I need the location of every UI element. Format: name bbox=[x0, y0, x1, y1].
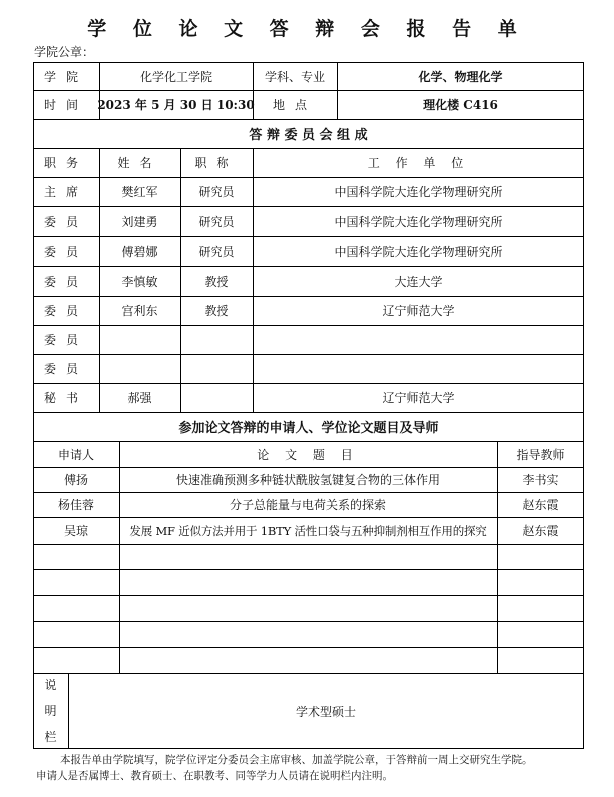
committee-unit: 辽宁师范大学 bbox=[382, 391, 455, 405]
committee-header-role: 职务 bbox=[43, 156, 88, 170]
committee-unit: 中国科学院大连化学物理研究所 bbox=[334, 185, 503, 199]
committee-title: 研究员 bbox=[198, 214, 235, 229]
rule bbox=[33, 569, 584, 570]
remarks-value: 学术型硕士 bbox=[295, 704, 356, 719]
remarks-label bbox=[33, 673, 68, 749]
applicants-header-name: 申请人 bbox=[57, 447, 94, 462]
committee-name: 刘建勇 bbox=[121, 214, 158, 229]
major-label: 学科、专业 bbox=[264, 69, 325, 84]
remarks-label-char: 栏 bbox=[44, 730, 57, 744]
committee-name: 宫利东 bbox=[121, 304, 158, 318]
committee-role: 秘书 bbox=[43, 391, 88, 405]
committee-title: 研究员 bbox=[198, 244, 235, 259]
college-value: 化学化工学院 bbox=[139, 69, 212, 84]
rule bbox=[33, 544, 584, 545]
footnote bbox=[36, 752, 584, 784]
committee-unit: 中国科学院大连化学物理研究所 bbox=[334, 214, 503, 229]
committee-title: 教授 bbox=[204, 274, 229, 289]
applicants-header-thesis: 论 文 题 目 bbox=[257, 447, 359, 462]
footnote-line: 申请人是否属博士、教育硕士、在职教考、同等学力人员请在说明栏内注明。 bbox=[36, 770, 393, 782]
applicants-section-title: 参加论文答辩的申请人、学位论文题目及导师 bbox=[178, 421, 439, 436]
applicant-name: 傅扬 bbox=[63, 473, 88, 487]
committee-header-name: 姓名 bbox=[117, 156, 162, 170]
committee-unit: 中国科学院大连化学物理研究所 bbox=[334, 244, 503, 259]
applicant-thesis: 分子总能量与电荷关系的探索 bbox=[229, 498, 386, 512]
applicant-thesis: 快速准确预测多种链状酰胺氢键复合物的三体作用 bbox=[175, 473, 440, 487]
applicant-name: 杨佳蓉 bbox=[57, 498, 94, 512]
college-seal-label: 学院公章： bbox=[34, 45, 95, 59]
committee-header-title: 职称 bbox=[194, 156, 239, 170]
committee-unit: 辽宁师范大学 bbox=[382, 304, 455, 318]
committee-header-unit: 工 作 单 位 bbox=[367, 156, 470, 170]
rule bbox=[33, 325, 584, 326]
rule bbox=[33, 621, 584, 622]
remarks-label-char: 说 bbox=[44, 678, 57, 692]
committee-name: 郝强 bbox=[127, 391, 152, 405]
applicant-thesis: 发展 MF 近似方法并用于 1BTY 活性口袋与五种抑制剂相互作用的探究 bbox=[129, 523, 487, 538]
committee-role: 委员 bbox=[43, 333, 88, 347]
applicant-advisor: 赵东霞 bbox=[522, 524, 559, 538]
committee-title: 教授 bbox=[204, 304, 229, 318]
committee-role: 委员 bbox=[43, 244, 88, 259]
time-label: 时间 bbox=[43, 98, 88, 112]
committee-unit: 大连大学 bbox=[394, 274, 443, 289]
rule bbox=[33, 595, 584, 596]
committee-name: 樊红军 bbox=[121, 185, 158, 199]
major-value: 化学、物理化学 bbox=[418, 69, 503, 84]
committee-role: 委员 bbox=[43, 214, 88, 229]
committee-name: 傅碧娜 bbox=[121, 244, 158, 259]
document-title: 学 位 论 文 答 辩 会 报 告 单 bbox=[87, 18, 527, 40]
applicant-advisor: 李书实 bbox=[522, 473, 559, 487]
applicant-name: 吴琼 bbox=[63, 524, 88, 538]
footnote-line: 本报告单由学院填写，院学位评定分委员会主席审核、加盖学院公章，于答辩前一周上交研究生学院。 bbox=[60, 754, 533, 766]
applicant-advisor: 赵东霞 bbox=[522, 498, 559, 512]
committee-role: 委员 bbox=[43, 362, 88, 376]
place-value: 理化楼 C416 bbox=[423, 98, 498, 112]
time-value: 2023 年 5 月 30 日 10:30 bbox=[97, 98, 255, 112]
rule bbox=[33, 647, 584, 648]
committee-role: 委员 bbox=[43, 304, 88, 318]
applicants-header-advisor: 指导教师 bbox=[516, 447, 565, 462]
committee-title: 研究员 bbox=[198, 185, 235, 199]
college-label: 学院 bbox=[43, 69, 88, 84]
rule bbox=[33, 354, 584, 355]
place-label: 地点 bbox=[272, 98, 317, 112]
remarks-label-char: 明 bbox=[44, 704, 57, 718]
committee-name: 李慎敏 bbox=[121, 274, 158, 289]
committee-role: 主席 bbox=[43, 185, 88, 199]
committee-role: 委员 bbox=[43, 274, 88, 289]
committee-section-title: 答 辩 委 员 会 组 成 bbox=[249, 128, 368, 143]
